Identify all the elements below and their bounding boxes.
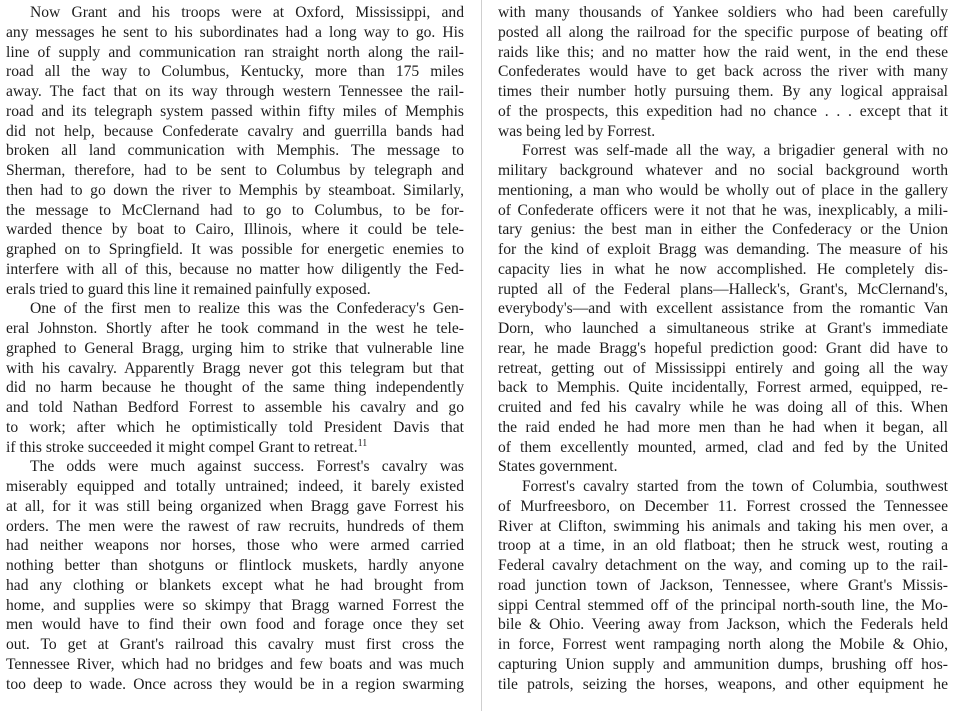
text-line: in force, Forrest went rampaging north along the Mobile & Ohio,	[498, 636, 948, 653]
text-line: and told Nathan Bedford Forrest to assemble his cavalry and go	[6, 399, 464, 416]
text-line: any messages he sent to his subordinates had a long way to go. His	[6, 23, 464, 41]
text-line: had neither weapons nor horses, those who were armed carried	[6, 537, 464, 555]
text-line: out. To get at Grant's railroad this cavalry must first cross the	[6, 636, 464, 653]
text-line: posted all along the railroad for the specific purpose of beating off	[498, 23, 948, 41]
text-line: The odds were much against success. Forrest's cavalry was	[30, 458, 464, 476]
text-line: for the kind of exploit Bragg was demanding. The measure of his	[498, 241, 948, 258]
text-line: bile & Ohio. Veering away from Jackson, which the Federals held	[498, 616, 948, 634]
text-line: did no harm because he thought of the same thing independently	[6, 379, 464, 397]
text-line: cruited and fed his cavalry while he was doing all of this. When	[498, 399, 948, 416]
text-line: home, and supplies were so skimpy that Bragg warned Forrest the	[6, 596, 464, 614]
text-line: capturing Union supply and ammunition dumps, brushing off hos-	[498, 655, 948, 673]
text-line: road junction town of Jackson, Tennessee, where Grant's Missis-	[498, 576, 948, 594]
text-line: military background whatever and no social background worth	[498, 162, 948, 179]
text-line	[6, 438, 464, 458]
text-line-content: if this stroke succeeded it might compel Grant to retreat.	[6, 438, 358, 456]
text-line: the raid ended he had more men than he had when it began, all	[498, 418, 948, 436]
text-line: men would have to find their own food and forage once they set	[6, 616, 464, 634]
text-line: too deep to wade. Once across they would be in a region swarming	[6, 675, 464, 693]
text-line: road and its telegraph system passed within fifty miles of Memphis	[6, 102, 464, 120]
text-line: raids like this; and no matter how the raid went, in the end these	[498, 43, 948, 61]
right-column	[498, 3, 948, 694]
text-line: Federal cavalry detachment on the way, and coming up to the rail-	[498, 557, 948, 574]
text-line: capacity lies in what he now accomplished. He completely dis-	[498, 260, 948, 278]
text-line: rupted all of the Federal plans—Halleck's, Grant's, McClernand's,	[498, 280, 948, 298]
text-line: everybody's—and with excellent assistance from the romantic Van	[498, 300, 948, 318]
text-line: Dorn, who launched a simultaneous strike at Grant's immediate	[498, 320, 948, 337]
text-line: tary genius: the best man in either the Confederacy or the Union	[498, 221, 948, 239]
text-line: miserably equipped and totally untrained; indeed, it barely existed	[6, 478, 464, 495]
text-line: orders. The men were the rawest of raw recruits, hundreds of them	[6, 517, 464, 535]
text-line: was being led by Forrest.	[498, 122, 656, 140]
text-line: interfere with all of this, because no matter how diligently the Fed-	[6, 260, 464, 278]
text-line: rear, he made Bragg's hopeful prediction good: Grant did have to	[498, 339, 948, 357]
text-line: mentioning, a man who would be wholly out of place in the gallery	[498, 181, 948, 199]
text-line: back to Memphis. Quite incidentally, Forrest armed, equipped, re-	[498, 379, 948, 397]
text-line: the message to McClernand had to go to Columbus, to be for-	[6, 201, 464, 219]
text-line: of them excellently mounted, armed, clad and fed by the United	[498, 438, 948, 456]
column-divider	[481, 0, 482, 711]
text-line: to work; after which he optimistically told President Davis that	[6, 418, 464, 436]
text-line: with his cavalry. Apparently Bragg never got this telegram but that	[6, 359, 464, 377]
text-line: did not help, because Confederate cavalry and guerrilla bands had	[6, 122, 464, 140]
text-line: then had to go down the river to Memphis by steamboat. Similarly,	[6, 181, 464, 199]
text-line: Tennessee River, which had no bridges and few boats and was much	[6, 655, 464, 673]
text-line: at all, for it was still being organized when Bragg gave Forrest his	[6, 497, 464, 515]
left-column	[6, 3, 464, 694]
text-line: graphed to General Bragg, urging him to strike that vulnerable line	[6, 339, 464, 357]
text-line: road all the way to Columbus, Kentucky, more than 175 miles	[6, 63, 464, 81]
text-line: erals tried to guard this line it remained painfully exposed.	[6, 280, 371, 298]
text-line: of the prospects, this expedition had no chance . . . except that it	[498, 102, 948, 120]
footnote-marker[interactable]: 11	[357, 437, 368, 449]
text-line: Sherman, therefore, had to be sent to Columbus by telegraph and	[6, 162, 464, 179]
text-line: States government.	[498, 458, 618, 476]
text-line: line of supply and communication ran straight north along the rail-	[6, 43, 464, 61]
text-line: broken all land communication with Memphis. The message to	[6, 142, 464, 160]
text-line: times their number hotly pursuing them. By any logical appraisal	[498, 83, 948, 100]
text-line: had any clothing or blankets except what he had brought from	[6, 576, 464, 594]
text-line: troop at a time, in an old flatboat; then he struck west, routing a	[498, 537, 948, 555]
text-line: with many thousands of Yankee soldiers who had been carefully	[498, 4, 948, 21]
text-line: sippi Central stemmed off of the principal north-south line, the Mo-	[498, 596, 948, 614]
text-line: of Confederate officers were it not that he was, inexplicably, a mili-	[498, 201, 948, 219]
text-line: of Murfreesboro, on December 11. Forrest crossed the Tennessee	[498, 497, 948, 515]
text-line: Now Grant and his troops were at Oxford, Mississippi, and	[30, 4, 464, 21]
text-line: eral Johnston. Shortly after he took command in the west he tele-	[6, 320, 464, 337]
text-line: Forrest was self-made all the way, a brigadier general with no	[522, 142, 948, 160]
text-line: Forrest's cavalry started from the town of Columbia, southwest	[522, 478, 948, 495]
text-line: tile patrols, seizing the horses, weapons, and other equipment he	[498, 675, 948, 693]
text-line: River at Clifton, swimming his animals and taking his men over, a	[498, 517, 948, 535]
text-line: graphed on to Springfield. It was possible for energetic enemies to	[6, 241, 464, 258]
text-line: One of the first men to realize this was the Confederacy's Gen-	[30, 300, 464, 318]
text-line: away. The fact that on its way through western Tennessee the rail-	[6, 83, 464, 100]
text-line: warded thence by boat to Cairo, Illinois, where it could be tele-	[6, 221, 464, 239]
text-line: nothing better than shotguns or flintlock muskets, hardly anyone	[6, 557, 464, 574]
text-line: retreat, getting out of Mississippi entirely and going all the way	[498, 359, 948, 377]
text-line: Confederates would have to get back across the river with many	[498, 63, 948, 81]
